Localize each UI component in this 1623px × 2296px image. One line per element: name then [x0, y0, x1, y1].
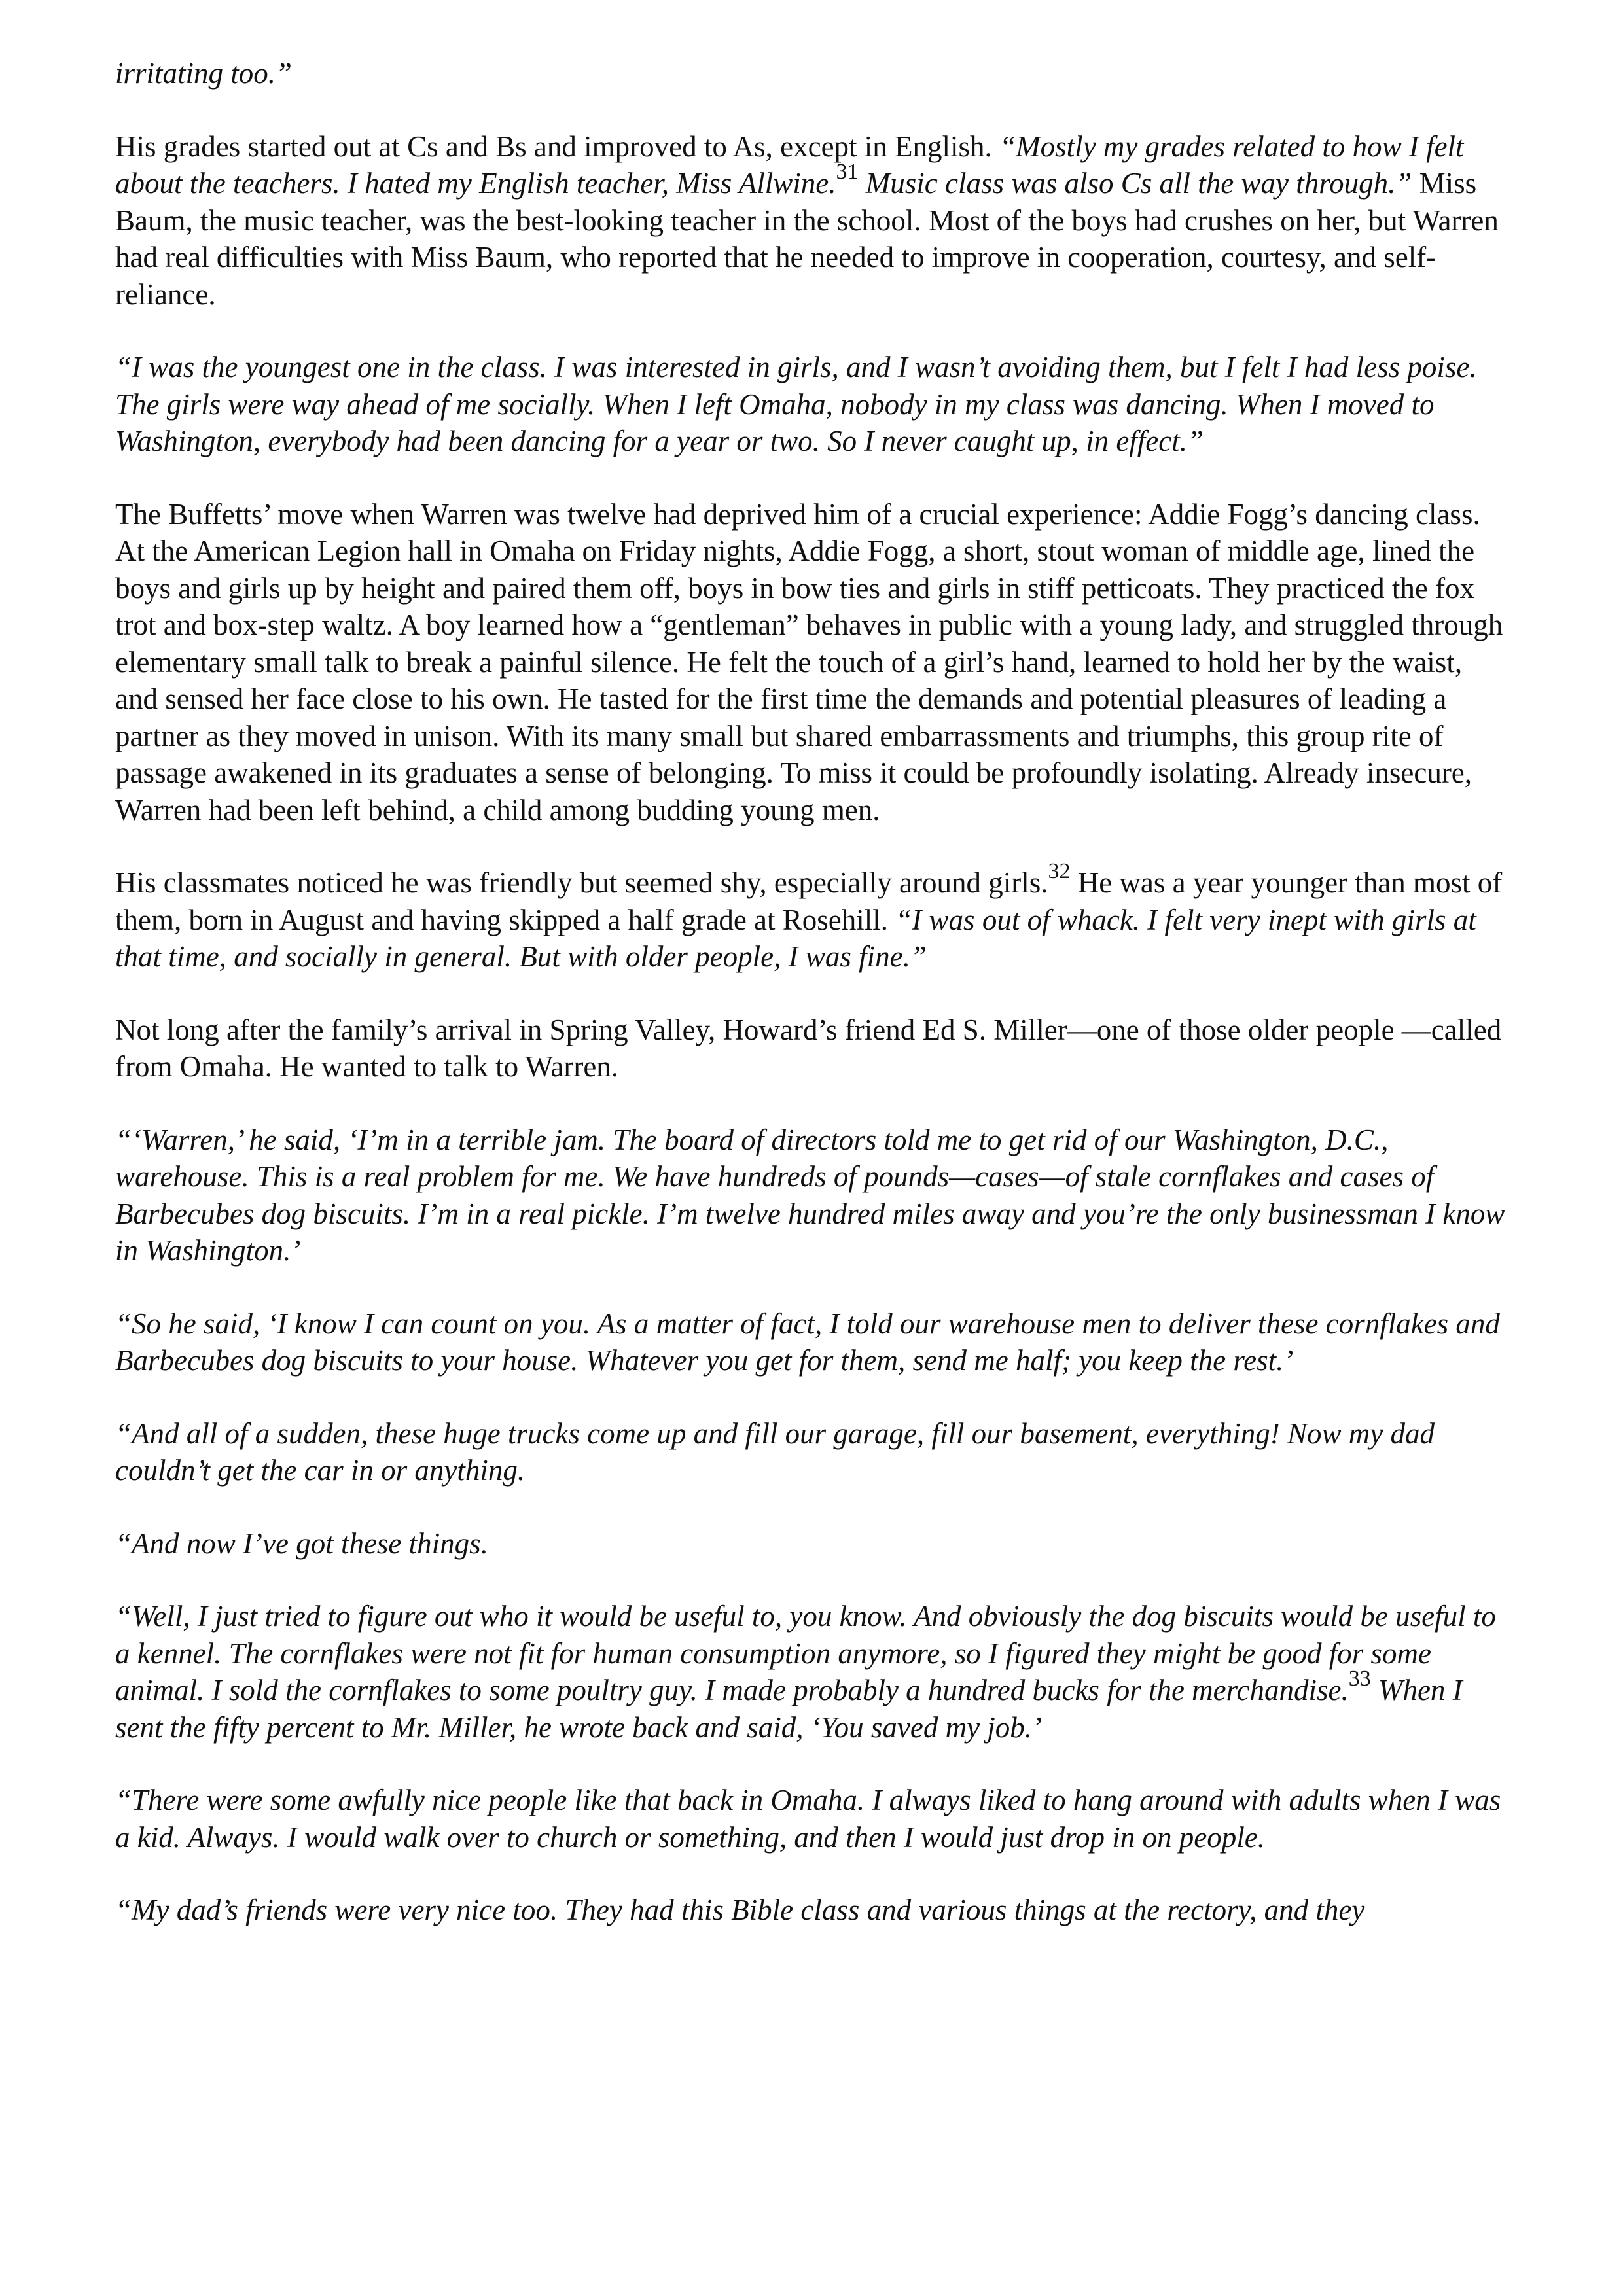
- text-run: “Mostly my grades related to how I felt about the teachers. I hated my English teacher, Miss Allwine.: [115, 130, 1464, 200]
- paragraph: [115, 1598, 1512, 1746]
- paragraph: [115, 55, 1512, 92]
- text-run: “I was out of whack. I felt very inept with girls at that time, and socially in general. But with older people, I was fine.”: [115, 903, 1476, 973]
- paragraph: [115, 1012, 1512, 1086]
- text-run: “So he said, ‘I know I can count on you. As a matter of fact, I told our warehouse men to deliver these cornflakes and Barbecubes dog biscuits to your house. Whatever you get for them, send me half; you keep the rest.’: [115, 1307, 1500, 1377]
- text-run: “I was the youngest one in the class. I was interested in girls, and I wasn’t avoiding them, but I felt I had less poise. The girls were way ahead of me socially. When I left Omaha, nobody in my class was dancing. When I moved to Washington, everybody had been dancing for a year or two. So I never caught up, in effect.”: [115, 351, 1477, 457]
- text-run: Miss Baum, the music teacher, was the best-looking teacher in the school. Most of the boys had crushes on her, but Warren had real difficulties with Miss Baum, who reported that he needed to improve in cooperation, courtesy, and self-reliance.: [115, 167, 1499, 311]
- text-run: “Well, I just tried to figure out who it would be useful to, you know. And obviously the dog biscuits would be useful to a kennel. The cornflakes were not fit for human consumption anymore, so I figured they might be good for some animal. I sold the cornflakes to some poultry guy. I made probably a hundred bucks for the merchandise.: [115, 1600, 1496, 1706]
- text-run: The Buffetts’ move when Warren was twelve had deprived him of a crucial experience: Addie Fogg’s dancing class. At the American Legion hall in Omaha on Friday nights, Addie Fogg, a short, stout woman of middle age, lined the boys and girls up by height and paired them off, boys in bow ties and girls in stiff petticoats. They practiced the fox trot and box-step waltz. A boy learned how a “gentleman” behaves in public with a young lady, and struggled through elementary small talk to break a painful silence. He felt the touch of a girl’s hand, learned to hold her by the waist, and sensed her face close to his own. He tasted for the first time the demands and potential pleasures of leading a partner as they moved in unison. With its many small but shared embarrassments and triumphs, this group rite of passage awakened in its graduates a sense of belonging. To miss it could be profoundly isolating. Already insecure, Warren had been left behind, a child among budding young men.: [115, 497, 1503, 826]
- text-run: “And now I’ve got these things.: [115, 1527, 488, 1560]
- text-run: His grades started out at Cs and Bs and improved to As, except in English.: [115, 130, 1000, 163]
- text-run: His classmates noticed he was friendly but seemed shy, especially around girls.: [115, 866, 1048, 899]
- paragraph: [115, 1415, 1512, 1489]
- footnote-marker: 31: [836, 160, 859, 184]
- paragraph: [115, 496, 1512, 829]
- paragraph: [115, 1305, 1512, 1379]
- paragraph: [115, 1892, 1512, 1929]
- paragraph: [115, 1782, 1512, 1856]
- text-run: irritating too.”: [115, 57, 293, 90]
- text-run: Music class was also Cs all the way through.”: [858, 167, 1412, 200]
- text-run: Not long after the family’s arrival in Spring Valley, Howard’s friend Ed S. Miller—one of those older people —called from Omaha. He wanted to talk to Warren.: [115, 1013, 1502, 1083]
- footnote-marker: 32: [1048, 859, 1071, 883]
- paragraph: [115, 1525, 1512, 1563]
- text-run: He was a year younger than most of them, born in August and having skipped a half grade at Rosehill.: [115, 866, 1503, 936]
- text-run: “And all of a sudden, these huge trucks come up and fill our garage, fill our basement, everything! Now my dad couldn’t get the car in or anything.: [115, 1417, 1435, 1487]
- paragraph: [115, 349, 1512, 460]
- footnote-marker: 33: [1348, 1667, 1371, 1691]
- paragraph: [115, 1122, 1512, 1269]
- text-run: When I sent the fifty percent to Mr. Miller, he wrote back and said, ‘You saved my job.’: [115, 1674, 1463, 1744]
- text-run: “There were some awfully nice people like that back in Omaha. I always liked to hang around with adults when I was a kid. Always. I would walk over to church or something, and then I would just drop in on people.: [115, 1784, 1501, 1854]
- paragraph: [115, 859, 1512, 976]
- text-run: “‘Warren,’ he said, ‘I’m in a terrible jam. The board of directors told me to get rid of our Washington, D.C., warehouse. This is a real problem for me. We have hundreds of pounds—cases—of stale cornflakes and cases of Barbecubes dog biscuits. I’m in a real pickle. I’m twelve hundred miles away and you’re the only businessman I know in Washington.’: [115, 1123, 1505, 1267]
- text-run: “My dad’s friends were very nice too. They had this Bible class and various things at the rectory, and they: [115, 1894, 1365, 1926]
- paragraph: [115, 128, 1512, 313]
